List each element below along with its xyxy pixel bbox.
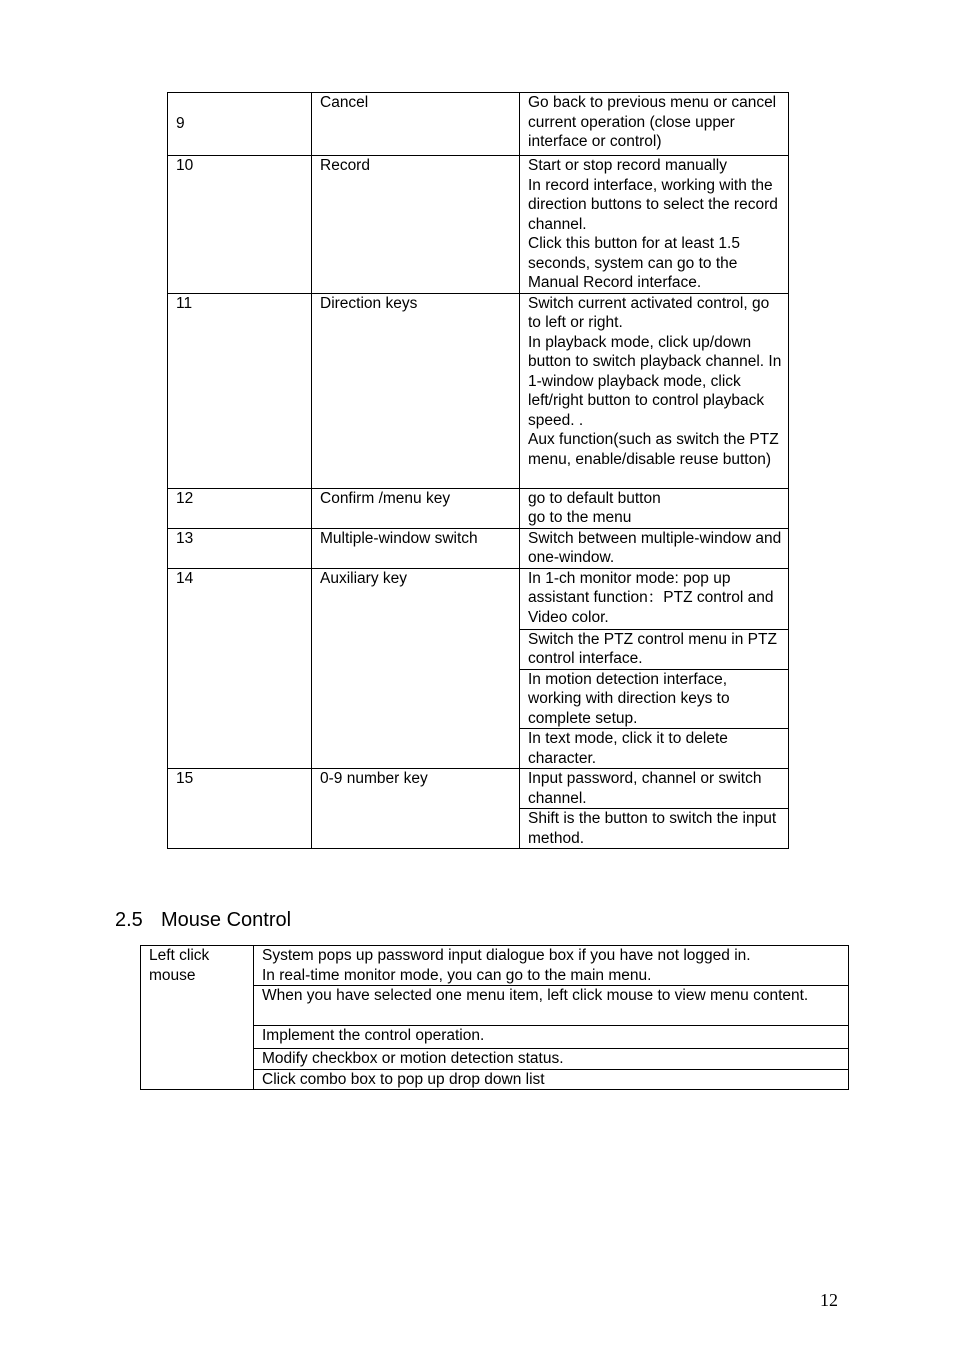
mouse-action-description: Implement the control operation. (254, 1026, 849, 1049)
key-number: 12 (168, 488, 312, 528)
key-description: Switch the PTZ control menu in PTZ control interface. (520, 629, 789, 669)
table-row (168, 293, 789, 488)
key-description: Switch between multiple-window and one-window. (520, 528, 789, 568)
mouse-control-table (140, 945, 849, 1090)
key-name: 0-9 number key (312, 769, 520, 849)
key-name: Confirm /menu key (312, 488, 520, 528)
mouse-action: Left click mouse (141, 946, 254, 1090)
key-name: Multiple-window switch (312, 528, 520, 568)
table-row (168, 156, 789, 294)
key-name: Record (312, 156, 520, 294)
mouse-action-description: When you have selected one menu item, left click mouse to view menu content. (254, 986, 849, 1026)
table-row (168, 769, 789, 809)
key-description: Switch current activated control, go to left or right. In playback mode, click up/down button to switch playback channel. In 1-window playback mode, click left/right button to control playback speed. . Aux function(such as switch the PTZ menu, enable/disable reuse button) (520, 293, 789, 488)
key-description: Start or stop record manually In record interface, working with the direction buttons to select the record channel. Click this button for at least 1.5 seconds, system can go to the Manual Record interface. (520, 156, 789, 294)
key-name: Auxiliary key (312, 568, 520, 769)
mouse-action-description: Click combo box to pop up drop down list (254, 1069, 849, 1090)
key-description: go to default button go to the menu (520, 488, 789, 528)
key-name: Cancel (312, 93, 520, 156)
table-row (141, 946, 849, 986)
section-title: Mouse Control (161, 909, 292, 931)
key-number: 9 (168, 93, 312, 156)
table-row (168, 488, 789, 528)
key-description: In text mode, click it to delete character. (520, 729, 789, 769)
key-description: Shift is the button to switch the input method. (520, 809, 789, 849)
key-number: 13 (168, 528, 312, 568)
table-row (168, 528, 789, 568)
key-description: Input password, channel or switch channel. (520, 769, 789, 809)
key-number: 10 (168, 156, 312, 294)
key-description: Go back to previous menu or cancel current operation (close upper interface or control) (520, 93, 789, 156)
key-description: In motion detection interface, working with direction keys to complete setup. (520, 669, 789, 729)
table-row (168, 93, 789, 156)
key-number: 15 (168, 769, 312, 849)
key-number: 14 (168, 568, 312, 769)
page-number: 12 (820, 1290, 838, 1310)
key-name: Direction keys (312, 293, 520, 488)
mouse-action-description: Modify checkbox or motion detection status. (254, 1049, 849, 1070)
key-number: 11 (168, 293, 312, 488)
section-heading (115, 906, 291, 934)
key-description: In 1-ch monitor mode: pop up assistant function：PTZ control and Video color. (520, 568, 789, 629)
remote-key-table (167, 92, 789, 849)
section-number: 2.5 (115, 909, 143, 931)
table-row (168, 568, 789, 629)
mouse-action-description: System pops up password input dialogue box if you have not logged in. In real-time monitor mode, you can go to the main menu. (254, 946, 849, 986)
